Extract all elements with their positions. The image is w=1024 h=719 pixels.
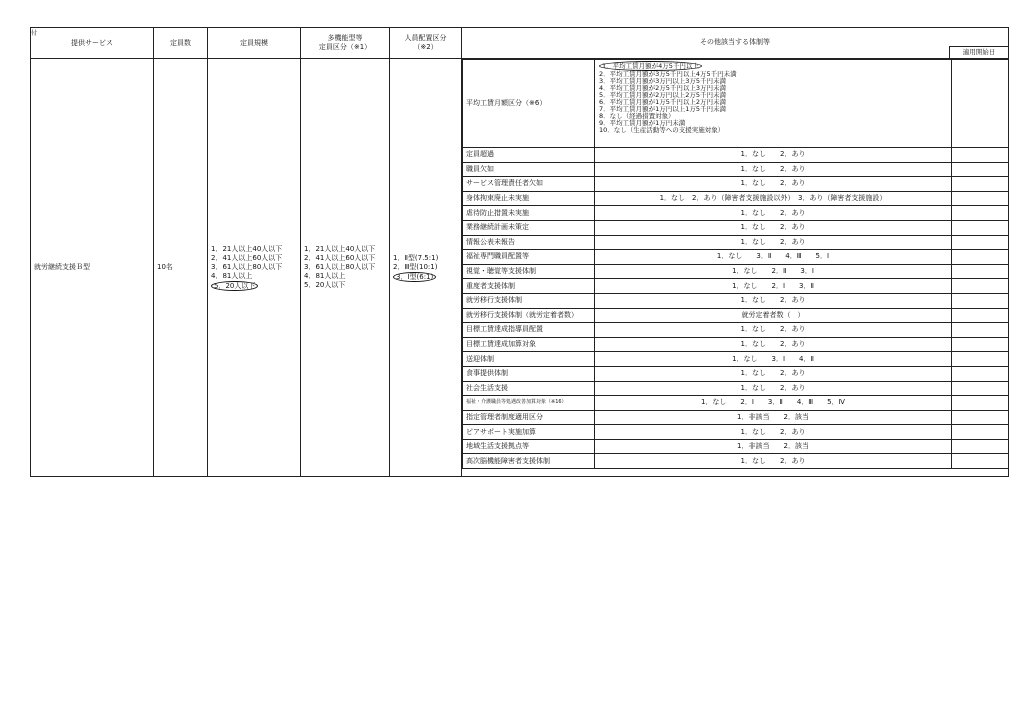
item-options: 1．非該当 2．該当 xyxy=(595,410,952,425)
header-scale: 定員規模 xyxy=(208,28,301,59)
service-name-cell: 就労継続支援Ｂ型 xyxy=(31,59,154,477)
item-row[interactable] xyxy=(463,177,1009,192)
scale-option: 1．21人以上40人以下 xyxy=(211,244,283,253)
item-label: 食事提供体制 xyxy=(463,366,595,381)
item-options: 1．非該当 2．該当 xyxy=(595,439,952,454)
item-start-date[interactable] xyxy=(952,439,1009,454)
item-start-date[interactable] xyxy=(952,206,1009,221)
header-other: その他該当する体制等 適用開始日 xyxy=(462,28,1009,59)
item-start-date[interactable] xyxy=(952,235,1009,250)
item-start-date[interactable] xyxy=(952,191,1009,206)
wage-option: 6．平均工賃月額が1万5千円以上2万円未満 xyxy=(599,98,727,106)
item-row[interactable] xyxy=(463,454,1009,469)
item-label: 福祉・介護職員等処遇改善加算対象（※16） xyxy=(463,396,595,411)
header-multi: 多機能型等 定員区分（※1） xyxy=(301,28,390,59)
item-options: 1．なし 2．あり xyxy=(595,177,952,192)
item-options: 1．なし 2．あり xyxy=(595,162,952,177)
item-start-date[interactable] xyxy=(952,293,1009,308)
data-row xyxy=(31,59,1009,477)
item-label: 情報公表未報告 xyxy=(463,235,595,250)
staff-option: 1．Ⅱ型(7.5:1) xyxy=(393,253,439,262)
wage-option: 4．平均工賃月額が2万5千円以上3万円未満 xyxy=(599,84,727,92)
wage-option: 9．平均工賃月額が1万円未満 xyxy=(599,119,686,127)
service-form-sheet xyxy=(30,27,1008,477)
item-row[interactable] xyxy=(463,220,1009,235)
item-row[interactable] xyxy=(463,323,1009,338)
other-cell xyxy=(462,59,1009,477)
item-label: ピアサポート実施加算 xyxy=(463,425,595,440)
item-start-date[interactable] xyxy=(952,162,1009,177)
multi-option: 3．61人以上80人以下 xyxy=(304,263,376,271)
multi-option: 2．41人以上60人以下 xyxy=(304,254,376,262)
staff-option: 2．Ⅲ型(10:1) xyxy=(393,262,438,271)
item-label: 視覚・聴覚等支援体制 xyxy=(463,264,595,279)
item-label: 身体拘束廃止未実施 xyxy=(463,191,595,206)
item-options: 1．なし 2．あり xyxy=(595,425,952,440)
start-date-header: 適用開始日 xyxy=(949,46,1008,58)
item-start-date[interactable] xyxy=(952,177,1009,192)
item-options: 1．なし 2．あり xyxy=(595,381,952,396)
staff-cell[interactable] xyxy=(390,59,462,477)
multi-options-list xyxy=(304,245,386,290)
item-label: サービス管理責任者欠如 xyxy=(463,177,595,192)
multi-option: 5．20人以下 xyxy=(304,281,346,289)
item-row[interactable] xyxy=(463,366,1009,381)
item-options: 1．なし 2．Ⅰ 3．Ⅱ 4．Ⅲ 5．Ⅳ xyxy=(595,396,952,411)
item-options: 1．なし 2．Ⅰ 3．Ⅱ xyxy=(595,279,952,294)
item-label: 業務継続計画未策定 xyxy=(463,220,595,235)
scale-option: 5．20人以下 xyxy=(211,281,297,291)
item-start-date[interactable] xyxy=(952,250,1009,265)
item-row[interactable] xyxy=(463,235,1009,250)
item-label: 社会生活支援 xyxy=(463,381,595,396)
wage-label: 平均工賃月額区分（※6） xyxy=(463,60,595,148)
wage-option: 1．平均工賃月額が4万5千円以上 xyxy=(599,61,947,71)
item-row[interactable] xyxy=(463,439,1009,454)
item-label: 就労移行支援体制 xyxy=(463,293,595,308)
wage-start-date[interactable] xyxy=(952,60,1009,148)
item-row[interactable] xyxy=(463,337,1009,352)
scale-cell[interactable] xyxy=(208,59,301,477)
item-label: 高次脳機能障害者支援体制 xyxy=(463,454,595,469)
item-row[interactable] xyxy=(463,162,1009,177)
item-start-date[interactable] xyxy=(952,279,1009,294)
header-row xyxy=(31,28,1009,59)
multi-cell[interactable] xyxy=(301,59,390,477)
item-row[interactable] xyxy=(463,381,1009,396)
item-row[interactable] xyxy=(463,352,1009,367)
item-options: 1．なし 2．あり xyxy=(595,293,952,308)
item-row[interactable] xyxy=(463,396,1009,411)
wage-option: 2．平均工賃月額が3万5千円以上4万5千円未満 xyxy=(599,70,737,78)
wage-option: 3．平均工賃月額が3万円以上3万5千円未満 xyxy=(599,77,727,85)
item-start-date[interactable] xyxy=(952,454,1009,469)
scale-option: 3．61人以上80人以下 xyxy=(211,262,283,271)
other-items-table xyxy=(462,59,1009,469)
wage-option: 10．なし（生産活動等への支援実施対象） xyxy=(599,126,725,134)
item-options: 1．なし 2．あり xyxy=(595,337,952,352)
item-row[interactable] xyxy=(463,206,1009,221)
wage-options xyxy=(595,60,952,148)
item-options: 1．なし 2．あり xyxy=(595,366,952,381)
item-label: 重度者支援体制 xyxy=(463,279,595,294)
header-capacity: 定員数 xyxy=(154,28,208,59)
item-options: 1．なし 3．Ⅰ 4．Ⅱ xyxy=(595,352,952,367)
item-row[interactable] xyxy=(463,410,1009,425)
item-label: 定員超過 xyxy=(463,148,595,163)
item-row[interactable] xyxy=(463,293,1009,308)
item-label: 目標工賃達成指導員配置 xyxy=(463,323,595,338)
staff-option: 3．Ⅰ型(6:1) xyxy=(393,272,458,282)
item-label: 地域生活支援拠点等 xyxy=(463,439,595,454)
item-start-date[interactable] xyxy=(952,264,1009,279)
wage-option: 5．平均工賃月額が2万円以上2万5千円未満 xyxy=(599,91,727,99)
item-options: 1．なし 2．Ⅱ 3．Ⅰ xyxy=(595,264,952,279)
item-options: 1．なし 2．あり xyxy=(595,148,952,163)
item-start-date[interactable] xyxy=(952,337,1009,352)
staff-options-list xyxy=(393,254,458,282)
item-start-date[interactable] xyxy=(952,425,1009,440)
scale-option: 2．41人以上60人以下 xyxy=(211,253,283,262)
item-start-date[interactable] xyxy=(952,396,1009,411)
item-start-date[interactable] xyxy=(952,308,1009,323)
item-label: 目標工賃達成加算対象 xyxy=(463,337,595,352)
item-options: 1．なし 2．あり xyxy=(595,323,952,338)
item-start-date[interactable] xyxy=(952,220,1009,235)
item-row[interactable] xyxy=(463,264,1009,279)
item-options: 1．なし 2．あり xyxy=(595,454,952,469)
item-label: 就労移行支援体制（就労定着者数） xyxy=(463,308,595,323)
item-options: 1．なし 2．あり xyxy=(595,206,952,221)
item-options: 1．なし 3．Ⅱ 4．Ⅲ 5．Ⅰ xyxy=(595,250,952,265)
scale-option: 4．81人以上 xyxy=(211,271,253,280)
wage-row[interactable] xyxy=(463,60,1009,148)
item-start-date[interactable] xyxy=(952,381,1009,396)
header-service: 提供サービス xyxy=(31,28,154,59)
wage-option: 8．なし（経過措置対象） xyxy=(599,112,675,120)
header-staff: 人員配置区分 （※2） xyxy=(390,28,462,59)
item-row[interactable] xyxy=(463,425,1009,440)
item-label: 職員欠如 xyxy=(463,162,595,177)
item-options: 就労定着者数（ ） xyxy=(595,308,952,323)
scale-options-list xyxy=(211,245,297,291)
item-label: 指定管理者制度適用区分 xyxy=(463,410,595,425)
item-label: 虐待防止措置未実施 xyxy=(463,206,595,221)
item-options: 1．なし 2．あり（障害者支援施設以外） 3．あり（障害者支援施設） xyxy=(595,191,952,206)
item-options: 1．なし 2．あり xyxy=(595,235,952,250)
capacity-cell: 10名 xyxy=(154,59,208,477)
item-row[interactable] xyxy=(463,279,1009,294)
item-row[interactable] xyxy=(463,191,1009,206)
item-row[interactable] xyxy=(463,148,1009,163)
corner-mark: 付 xyxy=(31,30,38,37)
item-start-date[interactable] xyxy=(952,366,1009,381)
service-table xyxy=(30,27,1009,477)
multi-option: 4．81人以上 xyxy=(304,272,346,280)
wage-option: 7．平均工賃月額が1万円以上1万5千円未満 xyxy=(599,105,727,113)
item-label: 福祉専門職員配置等 xyxy=(463,250,595,265)
item-start-date[interactable] xyxy=(952,323,1009,338)
multi-option: 1．21人以上40人以下 xyxy=(304,245,376,253)
item-row[interactable] xyxy=(463,308,1009,323)
item-start-date[interactable] xyxy=(952,410,1009,425)
item-start-date[interactable] xyxy=(952,148,1009,163)
item-row[interactable] xyxy=(463,250,1009,265)
item-label: 送迎体制 xyxy=(463,352,595,367)
item-start-date[interactable] xyxy=(952,352,1009,367)
item-options: 1．なし 2．あり xyxy=(595,220,952,235)
